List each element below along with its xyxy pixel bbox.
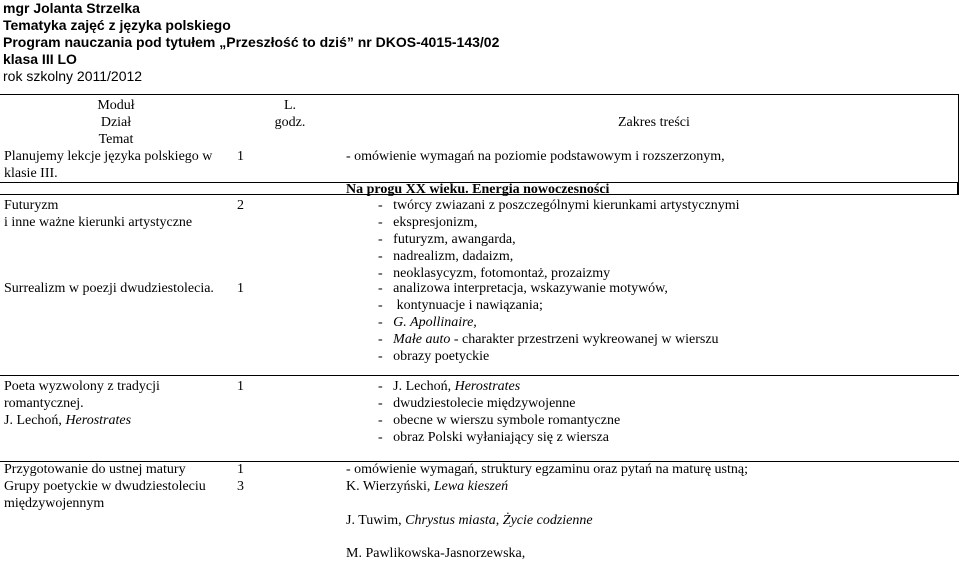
list-item: - neoklasycyzm, fotomontaż, prozaizmy bbox=[378, 266, 611, 281]
content-list bbox=[378, 197, 740, 282]
row-hours: 1 bbox=[237, 149, 244, 164]
content-item: K. Wierzyński, Lewa kieszeń bbox=[346, 479, 509, 494]
list-item: - J. Lechoń, Herostrates bbox=[378, 379, 521, 394]
list-item: - Małe auto - charakter przestrzeni wykreowanej w wierszu bbox=[378, 332, 719, 347]
list-item: - kontynuacje i nawiązania; bbox=[378, 298, 543, 313]
section-right-border bbox=[957, 182, 958, 194]
list-item: - dwudziestolecie międzywojenne bbox=[378, 396, 576, 411]
column-header-content: Zakres treści bbox=[618, 115, 690, 130]
content-item: M. Pawlikowska-Jasnorzewska, bbox=[346, 546, 526, 561]
row-topic: Grupy poetyckie w dwudziestoleciu międzywojennym bbox=[4, 479, 206, 511]
table-top-border bbox=[0, 94, 959, 95]
row-topic: Surrealizm w poezji dwudziestolecia. bbox=[4, 281, 214, 296]
row-hours: 1 bbox=[237, 462, 244, 477]
row-hours: 2 bbox=[237, 198, 244, 213]
list-item: - G. Apollinaire, bbox=[378, 315, 477, 330]
school-year: rok szkolny 2011/2012 bbox=[3, 68, 143, 84]
list-item: - obecne w wierszu symbole romantyczne bbox=[378, 413, 621, 428]
author-name: mgr Jolanta Strzelka bbox=[3, 0, 140, 16]
row-topic: Futuryzm i inne ważne kierunki artystyczne bbox=[4, 198, 193, 230]
row-hours: 1 bbox=[237, 281, 244, 296]
column-header-hours: L. godz. bbox=[274, 98, 306, 130]
section-heading: Na progu XX wieku. Energia nowoczesności bbox=[346, 182, 610, 197]
row-topic: Planujemy lekcje języka polskiego w klasie III. bbox=[4, 149, 213, 181]
content-list bbox=[378, 378, 620, 446]
content-item: - omówienie wymagań, struktury egzaminu oraz pytań na maturę ustną; bbox=[346, 462, 748, 477]
list-item: - obraz Polski wyłaniający się z wiersza bbox=[378, 430, 609, 445]
class-line: klasa III LO bbox=[3, 51, 77, 67]
column-header-module: Moduł Dział Temat bbox=[97, 98, 135, 147]
list-item: - futuryzm, awangarda, bbox=[378, 232, 516, 247]
content-list bbox=[378, 280, 719, 365]
content-item: - omówienie wymagań na poziomie podstawowym i rozszerzonym, bbox=[346, 149, 725, 164]
row-topic: Przygotowanie do ustnej matury bbox=[4, 462, 186, 477]
row-hours: 1 bbox=[237, 379, 244, 394]
list-item: - nadrealizm, dadaizm, bbox=[378, 249, 514, 264]
row-border bbox=[0, 375, 959, 376]
list-item: - obrazy poetyckie bbox=[378, 349, 490, 364]
content-item: J. Tuwim, Chrystus miasta, Życie codzienne bbox=[346, 513, 593, 528]
row-topic: Poeta wyzwolony z tradycji romantycznej. J. Lechoń, Herostrates bbox=[4, 379, 160, 428]
list-item: - analizowa interpretacja, wskazywanie motywów, bbox=[378, 281, 668, 296]
list-item: - ekspresjonizm, bbox=[378, 215, 478, 230]
document-title: Tematyka zajęć z języka polskiego bbox=[3, 17, 231, 33]
list-item: - twórcy zwiazani z poszczególnymi kierunkami artystycznymi bbox=[378, 198, 740, 213]
row-hours: 3 bbox=[237, 479, 244, 494]
program-line: Program nauczania pod tytułem „Przeszłość to dziś” nr DKOS-4015-143/02 bbox=[3, 34, 500, 50]
